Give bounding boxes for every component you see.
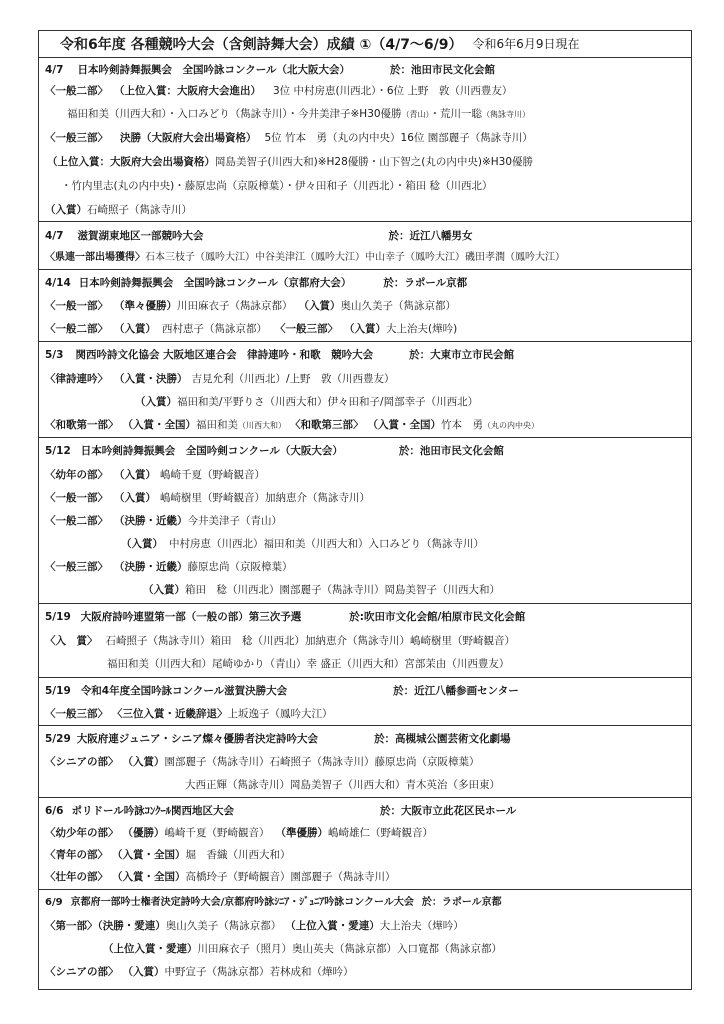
names: 嶋崎千夏（野崎観音） [160,469,265,481]
section-4-14-kyoto [39,270,691,342]
event-name: 日本吟剣詩舞振興会 全国吟剣コンクール（大阪大会） [80,445,343,457]
names: 大上治夫（燁吟） [379,920,464,932]
award: （入賞・全国） [112,871,186,883]
names: 奥山久美子（雋詠京都） [165,920,282,932]
result-row [121,536,484,552]
event-venue: 於：高槻城公園芸術文化劇場 [374,733,511,745]
names: 川田麻衣子（照月）奥山英夫（雋詠京都）入口寛都（雋詠京都） [197,943,502,955]
names: 吉見允利（川西北）/上野 敦（川西豊友） [191,373,395,385]
section-5-19-osaka-renmei [39,604,691,678]
section-6-9-kyoto [39,890,691,989]
event-venue: 於：池田市民文化会館 [390,64,496,76]
names: 福田和美（川西大和）尾崎ゆかり（青山）幸 盛正（川西大和）宮部茉由（川西豊友） [107,658,510,670]
event-date: 6/6 [45,805,64,817]
award: （上位入賞：大阪府大会進出） [114,85,261,97]
event-date: 4/7 [45,64,64,76]
event-venue: 於：大阪市立此花区民ホール [380,805,517,817]
category: 〈県連一部出場獲得〉 [45,252,145,263]
names: 今井美津子（青山） [187,515,282,527]
result-row [45,250,565,266]
names: 高橋玲子（野崎観音）園部麗子（雋詠寺川） [185,871,396,883]
names: 福田和美（川西大和）・入口みどり（雋詠寺川）・今井美津子※H30優勝 [67,108,402,120]
award: （上位入賞・愛連） [285,920,380,932]
event-date: 4/14 [45,277,71,289]
award: （入賞・決勝） [114,373,188,385]
names: 大西正輝（雋詠寺川）岡島美智子（川西大和）青木英治（多田東） [185,779,500,791]
category: 〈第一部〉 [45,920,98,932]
section-5-12-osaka [39,438,691,604]
result-row [45,321,457,337]
award: （優勝） [122,827,165,839]
category: 〈一般一部〉 [45,300,108,312]
award: （入賞） [143,584,185,596]
event-name: 滋賀湖東地区一部競吟大会 [77,230,204,242]
event-name: 日本吟剣詩舞振興会 全国吟詠コンクール（北大阪大会） [77,64,351,76]
names: 上坂逸子（鳳吟大江） [227,708,333,720]
category: 〈壮年の部〉 [45,871,108,883]
event-date: 5/19 [45,611,71,623]
section-header [45,347,514,363]
section-header [45,683,519,699]
award: （入賞） [298,300,341,312]
event-date: 5/19 [45,685,71,697]
award: （入賞） [122,966,165,978]
award: （入賞・全国） [122,419,196,431]
event-name: 京都府一部吟士権者決定詩吟大会/京都府吟詠ｼﾆｱ・ｼﾞｭﾆｱ吟詠コンクール大会 [70,897,414,908]
award: 〈三位入賞・近畿辞退〉 [112,708,228,720]
event-name: 関西吟詩文化協会 大阪地区連合会 律詩連吟・和歌 競吟大会 [75,349,374,361]
award: （決勝・近畿） [114,515,188,527]
names: 大上治夫(燁吟) [386,323,458,335]
category: 〈一般三部〉 [45,708,108,720]
event-date: 4/7 [45,230,64,242]
names: 嶋崎樹里（野崎観音）加納恵介（雋詠寺川） [160,492,370,504]
award: （準優勝） [275,827,328,839]
result-row [45,964,354,980]
names: 石崎照子（雋詠寺川）箱田 稔（川西北）加納恵介（雋詠寺川）嶋崎樹里（野崎観音） [105,635,515,647]
group-small: （丸の内中央） [483,421,539,430]
event-venue: 於:吹田市文化会館/柏原市民文化会館 [349,611,526,623]
names: ・荒川一聡 [429,108,483,120]
award: （入賞） [45,204,87,216]
result-row [45,417,539,434]
section-5-19-shiga [39,678,691,726]
section-header [45,895,502,911]
names: 福田和美/平野りさ（川西大和）伊々田和子/岡部幸子（川西北） [177,396,479,408]
names: 嶋崎雄仁（野崎観音） [328,827,433,839]
result-row [45,706,333,722]
result-row [45,130,533,146]
award: （入賞） [122,756,165,768]
names: 中野宣子（雋詠京都）若林成和（燁吟） [164,966,354,978]
result-row [45,202,192,218]
names: 岡島美智子(川西大和)※H28優勝・山下智之(丸の内中央)※H30優勝 [215,156,533,168]
event-venue: 於：ラポール京都 [383,277,468,289]
section-header [45,803,516,819]
result-row [45,298,456,314]
award: （入賞） [114,492,156,504]
category: 〈律詩連吟〉 [45,373,108,385]
category: 〈一般三部〉 [45,132,108,144]
award: 決勝（大阪府大会出場資格） [120,132,257,144]
names: 堀 香織（川西大和） [185,849,291,861]
result-row [45,754,480,770]
page-title [38,30,692,58]
section-header [45,609,525,625]
event-venue: 於：近江八幡男女 [388,230,473,242]
category: 〈一般二部〉 [45,85,108,97]
result-row [45,83,512,99]
award: （決勝・近畿） [114,561,188,573]
group-small: （雋詠寺川） [482,110,531,119]
event-name: ポリドール吟詠ｺﾝｸｰﾙ関西地区大会 [71,805,234,817]
names: 嶋崎千夏（野崎観音） [164,827,270,839]
names: 石崎照子（雋詠寺川） [87,204,192,216]
event-date: 6/9 [45,897,63,908]
result-row [103,941,502,957]
group-small: （青山） [401,110,430,119]
result-row [67,106,530,123]
award: （入賞） [114,469,156,481]
category: 〈一般一部〉 [45,492,108,504]
names: 竹本 勇 [441,419,483,431]
award: （準々優勝） [114,300,177,312]
result-row [45,847,291,863]
event-date: 5/12 [45,445,71,457]
result-row [45,490,370,506]
event-date: 5/29 [45,733,71,745]
category: 〈入 賞〉 [45,635,98,647]
names: 箱田 稔（川西北）園部麗子（雋詠寺川）岡島美智子（川西大和） [185,584,500,596]
category: 〈青年の部〉 [45,849,108,861]
names: 園部麗子（雋詠寺川）石崎照子（雋詠寺川）藤原忠尚（京阪樟葉） [164,756,480,768]
result-row [45,371,395,387]
names: ・竹内里志(丸の内中央)・藤原忠尚（京阪樟葉）・伊々田和子（川西北）・箱田 稔（川西北） [61,180,493,192]
award: （入賞） [114,323,156,335]
names: 中村房恵（川西北）福田和美（川西大和）入口みどり（雋詠寺川） [169,538,484,550]
section-5-3-kansai [39,342,691,438]
section-4-7-hokudaisaka [39,58,691,222]
names: 川田麻衣子（雋詠京都） [177,300,293,312]
names: 石本三枝子（鳳吟大江）中谷美津江（鳳吟大江）中山幸子（鳳吟大江）磯田孝潤（鳳吟大江） [145,252,565,263]
event-venue: 於：近江八幡参画センター [393,685,519,697]
event-venue: 於：ラポール京都 [421,897,502,908]
award: （決勝・愛連） [97,920,166,932]
group-small: （川西大和） [238,421,286,430]
category: 〈和歌第一部〉 [45,419,119,431]
names: 福田和美 [196,419,238,431]
award: （上位入賞：大阪府大会出場資格） [47,156,215,168]
names: 奥山久美子（雋詠京都） [340,300,456,312]
event-venue: 於：池田市民文化会館 [398,445,504,457]
names: 3位 中村房恵(川西北）・6位 上野 敦（川西豊友） [273,85,513,97]
section-6-6-polydor [39,798,691,890]
names: 藤原忠尚（京阪樟葉） [187,561,293,573]
result-row [143,582,500,598]
award: （入賞） [121,538,163,550]
category: 〈一般三部〉 [45,561,108,573]
result-row [45,513,282,529]
category: 〈幼少年の部〉 [45,827,119,839]
award: （入賞・全国） [112,849,186,861]
event-venue: 於：大東市立市民会館 [409,349,515,361]
result-row [45,467,265,483]
event-date: 5/3 [45,349,64,361]
section-4-7-shiga [39,222,691,270]
category: 〈和歌第三部〉 [290,419,364,431]
result-row [47,154,533,170]
category: 〈幼年の部〉 [45,469,108,481]
event-name: 大阪府連ジュニア・シニア燦々優勝者決定詩吟大会 [76,733,319,745]
award: （入賞） [135,396,177,408]
award: （上位入賞・愛連） [103,943,198,955]
result-row [135,394,478,410]
event-name: 大阪府詩吟連盟第一部（一般の部）第三次予選 [80,611,302,623]
category: 〈シニアの部〉 [45,756,119,768]
category: 〈一般二部〉 [45,515,108,527]
result-row [45,559,293,575]
result-row [185,777,500,793]
result-row [61,178,493,194]
section-header [45,443,504,459]
category: 〈一般三部〉 [275,323,338,335]
section-header [45,275,467,291]
event-name: 令和4年度全国吟詠コンクール滋賀決勝大会 [80,685,288,697]
result-row [45,825,433,841]
result-row [107,656,509,672]
section-header [45,228,472,244]
names: 5位 竹本 勇（丸の内中央）16位 園部麗子（雋詠寺川） [264,132,533,144]
award: （入賞・全国） [367,419,441,431]
section-header [45,731,511,747]
category: 〈一般二部〉 [45,323,108,335]
award: （入賞） [344,323,386,335]
result-row [45,869,396,885]
result-row [45,633,515,649]
names: 西村恵子（雋詠京都） [162,323,267,335]
title-date: 令和6年6月9日現在 [472,37,580,51]
category: 〈シニアの部〉 [45,966,119,978]
section-header [45,62,495,78]
event-name: 日本吟剣詩舞振興会 全国吟詠コンクール（京都府大会） [78,277,352,289]
section-5-29-osaka-senior [39,726,691,798]
title-main: 令和6年度 各種競吟大会（含剣詩舞大会）成績 ①（4/7〜6/9） [60,36,463,53]
result-row [45,918,464,934]
